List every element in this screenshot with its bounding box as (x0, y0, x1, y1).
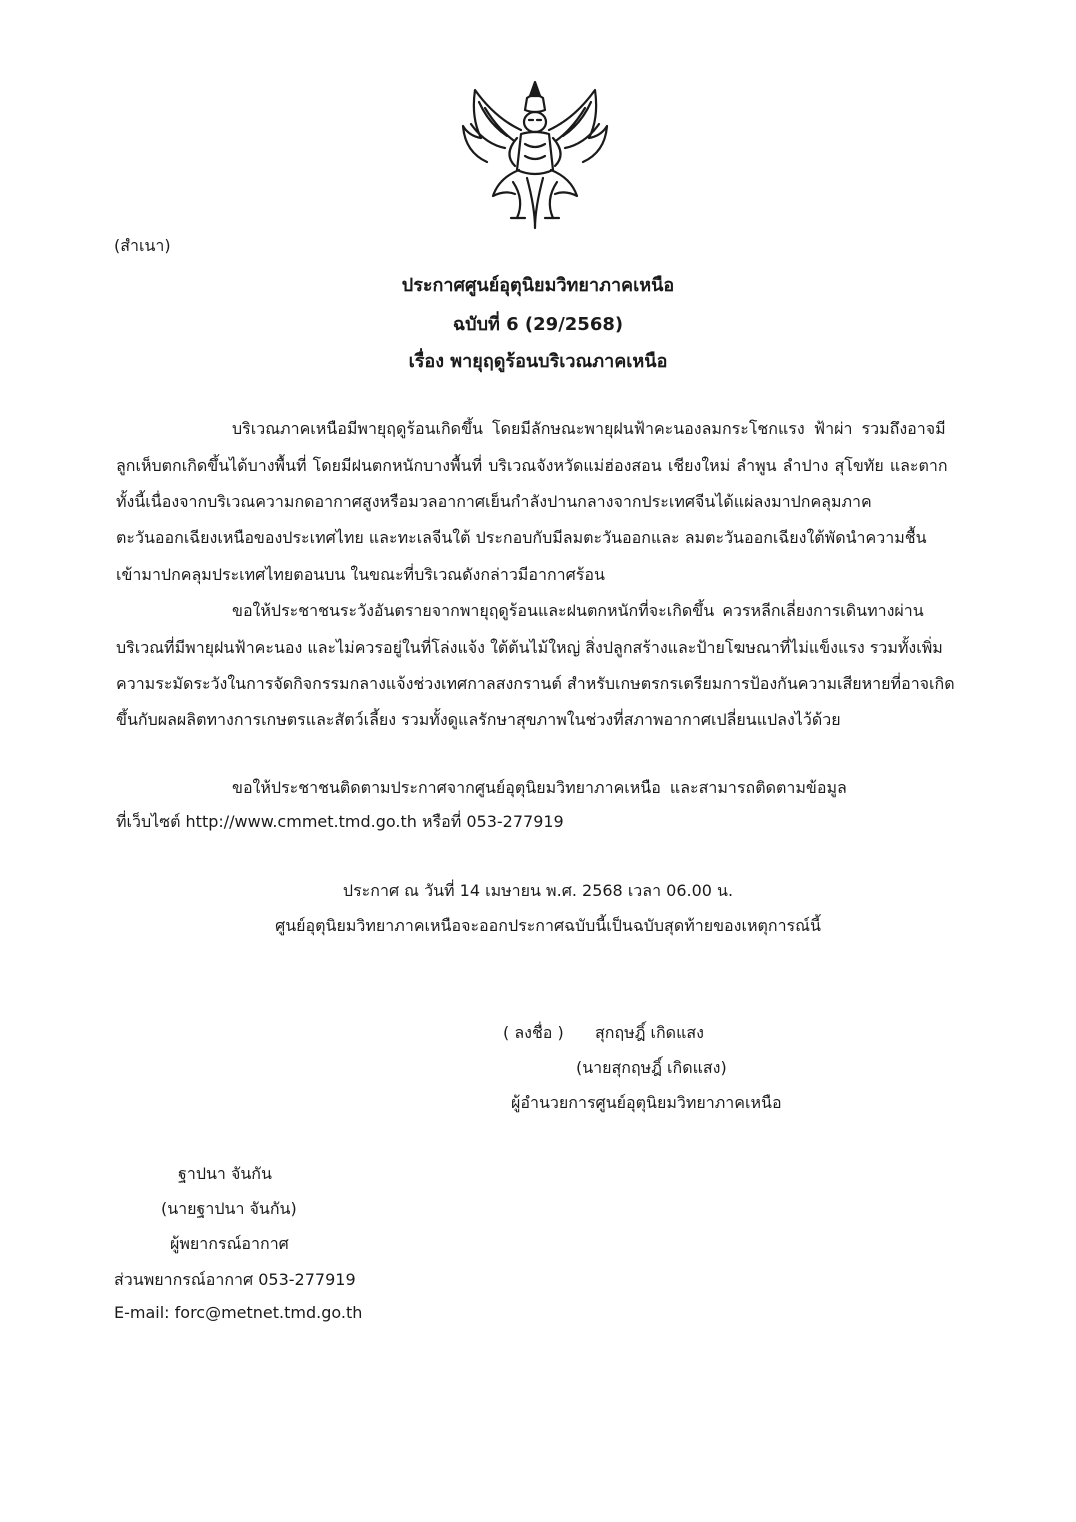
signer-full-name: (นายสุกฤษฎิ์ เกิดแสง) (576, 1058, 727, 1077)
signed-label: ( ลงชื่อ ) (503, 1023, 564, 1042)
forecaster-name: ฐาปนา จันกัน (178, 1164, 272, 1183)
text-line: ขึ้นกับผลผลิตทางการเกษตรและสัตว์เลี้ยง รวมทั้งดูแลรักษาสุขภาพในช่วงที่สภาพอากาศเปลี่ยนแปลงไว้ด้วย (116, 710, 841, 729)
announce-date: ประกาศ ณ วันที่ 14 เมษายน พ.ศ. 2568 เวลา 06.00 น. (342, 881, 734, 900)
text-line: ลูกเห็บตกเกิดขึ้นได้บางพื้นที่ โดยมีฝนตกหนักบางพื้นที่ บริเวณจังหวัดแม่ฮ่องสอน เชียงใหม่ ลำพูน ลำปาง สุโขทัย และตาก (116, 456, 948, 475)
forecaster-position: ผู้พยากรณ์อากาศ (170, 1234, 289, 1253)
signer-position: ผู้อำนวยการศูนย์อุตุนิยมวิทยาภาคเหนือ (511, 1093, 782, 1112)
text-line: บริเวณที่มีพายุฝนฟ้าคะนอง และไม่ควรอยู่ในที่โล่งแจ้ง ใต้ต้นไม้ใหญ่ สิ่งปลูกสร้างและป้ายโฆษณาที่ไม่แข็งแรง รวมทั้งเพิ่ม (116, 638, 943, 657)
text-line: บริเวณภาคเหนือมีพายุฤดูร้อนเกิดขึ้น โดยมีลักษณะพายุฝนฟ้าคะนองลมกระโชกแรง ฟ้าผ่า รวมถึงอาจมี (232, 419, 946, 438)
copy-mark: (สำเนา) (114, 236, 171, 255)
text-line: ขอให้ประชาชนระวังอันตรายจากพายุฤดูร้อนและฝนตกหนักที่จะเกิดขึ้น ควรหลีกเลี่ยงการเดินทางผ่าน (232, 601, 924, 620)
text-line: ทั้งนี้เนื่องจากบริเวณความกดอากาศสูงหรือมวลอากาศเย็นกำลังปานกลางจากประเทศจีนได้แผ่ลงมาปกคลุมภาค (116, 492, 872, 511)
forecast-section: ส่วนพยากรณ์อากาศ 053-277919 (114, 1270, 356, 1289)
text-line: ขอให้ประชาชนติดตามประกาศจากศูนย์อุตุนิยมวิทยาภาคเหนือ และสามารถติดตามข้อมูล (232, 778, 847, 797)
forecaster-full-name: (นายฐาปนา จันกัน) (161, 1199, 297, 1218)
text-line: ตะวันออกเฉียงเหนือของประเทศไทย และทะเลจีนใต้ ประกอบกับมีลมตะวันออกและ ลมตะวันออกเฉียงใต้พัดนำความชื้น (116, 528, 927, 547)
signature: สุกฤษฎิ์ เกิดแสง (595, 1023, 704, 1042)
page-title: ประกาศศูนย์อุตุนิยมวิทยาภาคเหนือ (401, 275, 675, 296)
text-line: ที่เว็บไซต์ http://www.cmmet.tmd.go.th หรือที่ 053-277919 (116, 812, 564, 831)
text-line: ความระมัดระวังในการจัดกิจกรรมกลางแจ้งช่วงเทศกาลสงกรานต์ สำหรับเกษตรกรเตรียมการป้องกันความเสียหายที่อาจเกิด (116, 674, 955, 693)
contact-email: E-mail: forc@metnet.tmd.go.th (114, 1303, 363, 1322)
garuda-emblem-icon (455, 78, 615, 233)
subject-line: เรื่อง พายุฤดูร้อนบริเวณภาคเหนือ (408, 351, 668, 372)
issue-number: ฉบับที่ 6 (29/2568) (452, 314, 624, 335)
text-line: เข้ามาปกคลุมประเทศไทยตอนบน ในขณะที่บริเวณดังกล่าวมีอากาศร้อน (116, 565, 605, 584)
final-note: ศูนย์อุตุนิยมวิทยาภาคเหนือจะออกประกาศฉบับนี้เป็นฉบับสุดท้ายของเหตุการณ์นี้ (275, 916, 821, 935)
